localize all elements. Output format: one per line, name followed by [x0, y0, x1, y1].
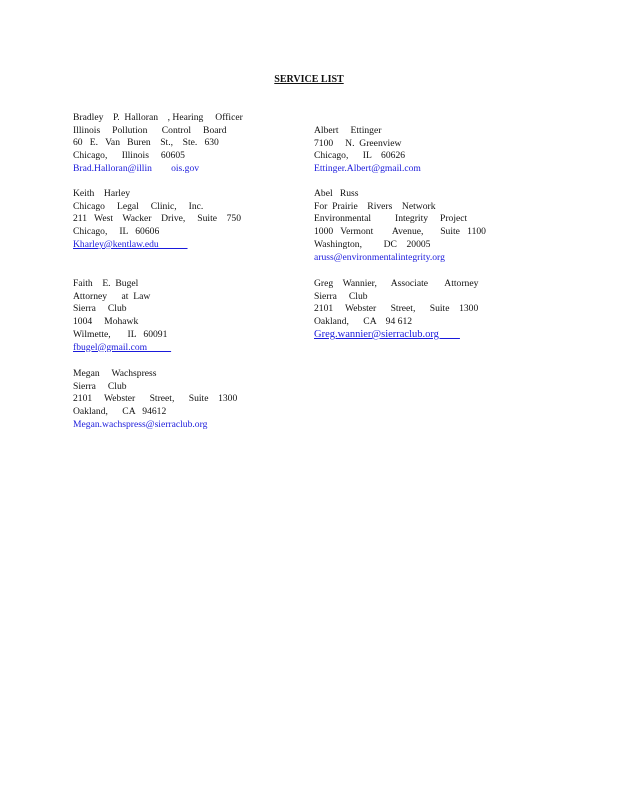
contact-line: For Prairie Rivers Network: [314, 200, 436, 212]
contact-line: Megan Wachspress: [73, 368, 157, 379]
contact-line: Sierra Club: [73, 303, 127, 315]
contact-wachspress: [73, 368, 237, 432]
email-link[interactable]: Kharley@kentlaw.edu: [73, 238, 188, 250]
contact-line: Chicago, IL 60606: [73, 226, 160, 238]
page-title: SERVICE LIST: [274, 74, 344, 85]
contact-line: Sierra Club: [73, 380, 127, 392]
contact-line: Oakland, CA 94612: [73, 406, 167, 418]
email-link[interactable]: Megan.wachspress@sierraclub.org: [73, 418, 208, 430]
contact-line: Albert Ettinger: [314, 125, 382, 136]
contact-line: Attorney at Law: [73, 290, 151, 302]
contact-bugel: [73, 278, 171, 354]
email-link[interactable]: aruss@environmentalintegrity.org: [314, 251, 445, 263]
contact-ettinger: [314, 125, 421, 176]
contact-line: 7100 N. Greenview: [314, 137, 402, 149]
contact-line: Sierra Club: [314, 290, 368, 302]
contact-line: Bradley P. Halloran , Hearing Officer: [73, 112, 243, 123]
contact-halloran: [73, 112, 243, 176]
contact-line: Faith E. Bugel: [73, 278, 139, 289]
contact-line: 2101 Webster Street, Suite 1300: [314, 303, 479, 315]
contact-line: Chicago Legal Clinic, Inc.: [73, 200, 204, 212]
contact-wannier: [314, 278, 478, 342]
contact-russ: [314, 188, 486, 264]
contact-line: 1000 Vermont Avenue, Suite 1100: [314, 226, 486, 238]
email-link[interactable]: Ettinger.Albert@gmail.com: [314, 163, 421, 175]
email-link[interactable]: fbugel@gmail.com: [73, 341, 172, 353]
contact-harley: [73, 188, 241, 252]
email-link[interactable]: Brad.Halloran@illin ois.gov: [73, 162, 200, 174]
contact-line: 211 West Wacker Drive, Suite 750: [73, 213, 242, 225]
contact-line: Chicago, IL 60626: [314, 150, 406, 162]
contact-line: Abel Russ: [314, 188, 359, 199]
contact-line: Washington, DC 20005: [314, 238, 431, 250]
email-link[interactable]: Greg.wannier@sierraclub.org: [314, 328, 460, 340]
contact-line: 2101 Webster Street, Suite 1300: [73, 393, 238, 405]
contact-line: Keith Harley: [73, 188, 131, 199]
contact-line: Illinois Pollution Control Board: [73, 124, 227, 136]
contact-line: Wilmette, IL 60091: [73, 328, 168, 340]
contact-line: Greg Wannier, Associate Attorney: [314, 278, 479, 289]
contact-line: Oakland, CA 94 612: [314, 316, 413, 328]
contact-line: Environmental Integrity Project: [314, 213, 468, 225]
contact-line: Chicago, Illinois 60605: [73, 150, 185, 162]
contact-line: 60 E. Van Buren St., Ste. 630: [73, 137, 219, 149]
contact-line: 1004 Mohawk: [73, 316, 139, 328]
